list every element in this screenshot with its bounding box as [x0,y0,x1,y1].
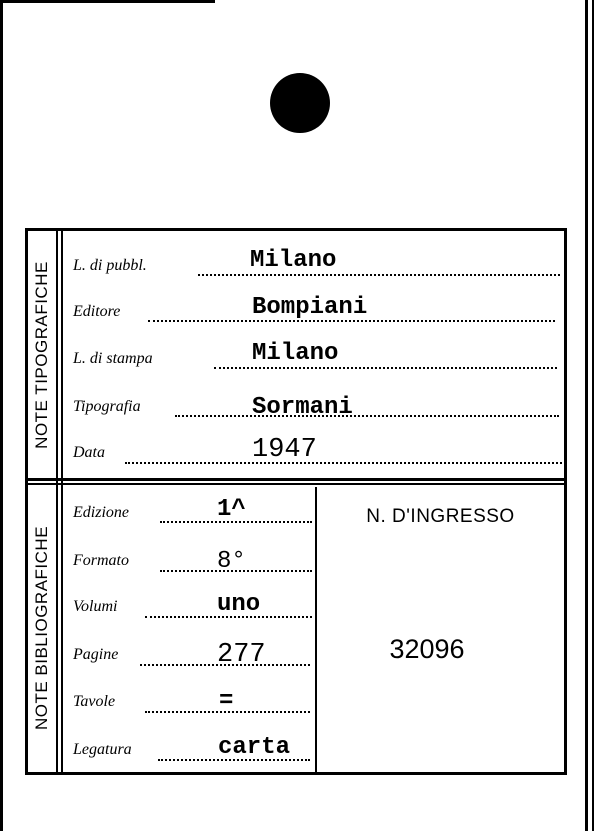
field-value: carta [218,734,291,761]
label-column-divider [56,231,58,772]
field-value: Sormani [252,394,353,421]
section-title-typographic: NOTE TIPOGRAFICHE [32,261,51,449]
field-dotted-line [125,462,562,464]
field-label: L. di stampa [73,350,153,367]
field-value: uno [217,591,261,618]
section-divider [28,478,564,481]
field-value: 1^ [217,496,246,523]
field-label: Legatura [73,741,132,758]
field-value: = [219,688,234,715]
field-label: Data [73,444,105,461]
field-value: Bompiani [252,294,368,321]
card-top-edge [0,0,215,3]
field-label: Volumi [73,598,118,615]
ingresso-title: N. D'INGRESSO [366,506,515,527]
field-value: 1947 [252,435,317,465]
field-label: Pagine [73,646,119,663]
field-value: Milano [250,247,337,274]
ingresso-number: 32096 [389,634,465,664]
card-right-edge-inner [592,0,594,831]
field-dotted-line [175,415,559,417]
card-right-edge [585,0,588,831]
field-label: Formato [73,552,129,569]
section-title-bibliographic: NOTE BIBLIOGRAFICHE [32,525,51,731]
card-left-edge [0,0,3,831]
field-value: Milano [252,340,339,367]
section-divider-inner [28,483,564,485]
field-value: 277 [217,640,266,670]
field-label: Edizione [73,504,129,521]
punch-hole [270,73,330,133]
field-value: 8° [217,548,246,575]
field-label: Tavole [73,693,116,710]
ingresso-column-divider [315,487,317,772]
field-label: Editore [73,303,121,320]
field-label: L. di pubbl. [73,257,147,274]
label-column-divider-inner [61,231,63,772]
field-label: Tipografia [73,398,141,415]
